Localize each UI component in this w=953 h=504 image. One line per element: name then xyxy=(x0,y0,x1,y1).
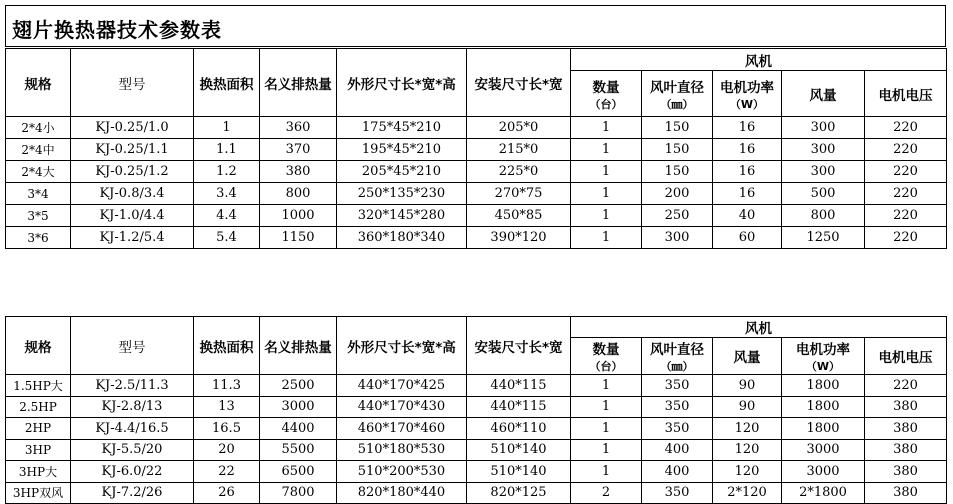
cell-air: 2*120 xyxy=(713,482,782,504)
cell-volt: 380 xyxy=(865,439,947,461)
cell-spec: 3HP双风 xyxy=(6,482,71,504)
cell-model: KJ-4.4/16.5 xyxy=(71,418,194,440)
header-model: 型号 xyxy=(71,49,194,117)
cell-power: 60 xyxy=(713,227,782,249)
header-qty-label: 数量 xyxy=(592,342,620,358)
cell-spec: 3*6 xyxy=(6,227,71,249)
cell-model: KJ-5.5/20 xyxy=(71,439,194,461)
cell-model: KJ-0.25/1.1 xyxy=(71,139,194,161)
header-air: 风量 xyxy=(713,338,782,375)
header-area: 换热面积 xyxy=(194,317,260,375)
cell-model: KJ-7.2/26 xyxy=(71,482,194,504)
table-row xyxy=(6,396,947,418)
cell-install: 390*120 xyxy=(467,227,571,249)
cell-dia: 350 xyxy=(642,396,713,418)
cell-area: 4.4 xyxy=(194,205,260,227)
header-dia-unit: （㎜） xyxy=(660,97,694,111)
cell-install: 510*140 xyxy=(467,439,571,461)
cell-outer: 175*45*210 xyxy=(337,117,467,139)
cell-volt: 220 xyxy=(865,227,947,249)
cell-heat: 5500 xyxy=(260,439,337,461)
cell-heat: 800 xyxy=(260,183,337,205)
cell-volt: 380 xyxy=(865,396,947,418)
cell-spec: 2.5HP xyxy=(6,396,71,418)
cell-volt: 220 xyxy=(865,183,947,205)
cell-outer: 195*45*210 xyxy=(337,139,467,161)
cell-heat: 4400 xyxy=(260,418,337,440)
header-qty xyxy=(571,71,642,117)
cell-power: 16 xyxy=(713,139,782,161)
cell-spec: 1.5HP大 xyxy=(6,375,71,397)
cell-volt: 380 xyxy=(865,482,947,504)
cell-area: 11.3 xyxy=(194,375,260,397)
cell-spec: 2*4大 xyxy=(6,161,71,183)
cell-qty: 1 xyxy=(571,161,642,183)
cell-dia: 350 xyxy=(642,482,713,504)
cell-area: 1 xyxy=(194,117,260,139)
cell-air: 800 xyxy=(782,205,865,227)
cell-air: 90 xyxy=(713,396,782,418)
table-row xyxy=(6,461,947,483)
cell-dia: 150 xyxy=(642,139,713,161)
cell-air: 300 xyxy=(782,117,865,139)
cell-volt: 220 xyxy=(865,205,947,227)
cell-dia: 300 xyxy=(642,227,713,249)
cell-air: 300 xyxy=(782,139,865,161)
table-1-body xyxy=(6,117,947,249)
header-install-size: 安装尺寸长*宽 xyxy=(467,49,571,117)
cell-heat: 360 xyxy=(260,117,337,139)
cell-model: KJ-0.25/1.2 xyxy=(71,161,194,183)
cell-area: 1.1 xyxy=(194,139,260,161)
cell-dia: 250 xyxy=(642,205,713,227)
cell-area: 13 xyxy=(194,396,260,418)
header-spec: 规格 xyxy=(6,49,71,117)
cell-model: KJ-1.2/5.4 xyxy=(71,227,194,249)
header-fan-group: 风机 xyxy=(571,317,947,338)
table-row xyxy=(6,205,947,227)
cell-dia: 350 xyxy=(642,418,713,440)
cell-heat: 370 xyxy=(260,139,337,161)
cell-install: 460*110 xyxy=(467,418,571,440)
cell-dia: 350 xyxy=(642,375,713,397)
cell-power: 1800 xyxy=(782,396,865,418)
table-row xyxy=(6,375,947,397)
cell-spec: 2*4小 xyxy=(6,117,71,139)
header-heat: 名义排热量 xyxy=(260,317,337,375)
table-row xyxy=(6,439,947,461)
table-row xyxy=(6,418,947,440)
cell-air: 300 xyxy=(782,161,865,183)
cell-qty: 1 xyxy=(571,461,642,483)
cell-outer: 440*170*430 xyxy=(337,396,467,418)
cell-heat: 1000 xyxy=(260,205,337,227)
cell-volt: 220 xyxy=(865,161,947,183)
cell-power: 3000 xyxy=(782,461,865,483)
cell-dia: 150 xyxy=(642,117,713,139)
header-heat: 名义排热量 xyxy=(260,49,337,117)
header-qty-label: 数量 xyxy=(592,79,620,96)
cell-spec: 2HP xyxy=(6,418,71,440)
cell-volt: 220 xyxy=(865,139,947,161)
cell-qty: 1 xyxy=(571,439,642,461)
header-spec: 规格 xyxy=(6,317,71,375)
cell-air: 120 xyxy=(713,461,782,483)
cell-spec: 3*5 xyxy=(6,205,71,227)
cell-volt: 220 xyxy=(865,117,947,139)
cell-dia: 400 xyxy=(642,461,713,483)
header-dia xyxy=(642,338,713,375)
header-dia-label: 风叶直径 xyxy=(650,342,704,358)
cell-model: KJ-0.25/1.0 xyxy=(71,117,194,139)
table-row xyxy=(6,482,947,504)
cell-heat: 7800 xyxy=(260,482,337,504)
cell-dia: 200 xyxy=(642,183,713,205)
cell-qty: 1 xyxy=(571,418,642,440)
header-volt: 电机电压 xyxy=(865,338,947,375)
header-volt: 电机电压 xyxy=(865,71,947,117)
table-row xyxy=(6,161,947,183)
cell-heat: 3000 xyxy=(260,396,337,418)
header-air: 风量 xyxy=(782,71,865,117)
table-row xyxy=(6,139,947,161)
cell-qty: 1 xyxy=(571,375,642,397)
cell-outer: 360*180*340 xyxy=(337,227,467,249)
cell-power: 1800 xyxy=(782,418,865,440)
header-outer-size: 外形尺寸长*宽*高 xyxy=(337,317,467,375)
cell-power: 16 xyxy=(713,161,782,183)
cell-power: 16 xyxy=(713,183,782,205)
cell-area: 5.4 xyxy=(194,227,260,249)
cell-model: KJ-0.8/3.4 xyxy=(71,183,194,205)
table-row xyxy=(6,227,947,249)
cell-power: 1800 xyxy=(782,375,865,397)
cell-install: 440*115 xyxy=(467,396,571,418)
spec-table-1 xyxy=(5,48,947,249)
cell-qty: 2 xyxy=(571,482,642,504)
cell-qty: 1 xyxy=(571,227,642,249)
cell-model: KJ-6.0/22 xyxy=(71,461,194,483)
header-fan-group: 风机 xyxy=(571,49,947,71)
cell-install: 450*85 xyxy=(467,205,571,227)
header-dia-unit: （㎜） xyxy=(660,360,694,373)
cell-outer: 320*145*280 xyxy=(337,205,467,227)
cell-air: 120 xyxy=(713,418,782,440)
cell-air: 120 xyxy=(713,439,782,461)
cell-heat: 2500 xyxy=(260,375,337,397)
cell-outer: 205*45*210 xyxy=(337,161,467,183)
cell-spec: 3HP xyxy=(6,439,71,461)
header-qty xyxy=(571,338,642,375)
header-power-unit: （W） xyxy=(729,97,765,111)
cell-spec: 2*4中 xyxy=(6,139,71,161)
cell-area: 26 xyxy=(194,482,260,504)
header-power-label: 电机功率 xyxy=(720,79,774,96)
cell-power: 16 xyxy=(713,117,782,139)
header-area: 换热面积 xyxy=(194,49,260,117)
cell-qty: 1 xyxy=(571,183,642,205)
header-qty-unit: （台） xyxy=(589,360,623,373)
cell-dia: 400 xyxy=(642,439,713,461)
table-row xyxy=(6,117,947,139)
cell-install: 215*0 xyxy=(467,139,571,161)
cell-spec: 3HP大 xyxy=(6,461,71,483)
cell-outer: 820*180*440 xyxy=(337,482,467,504)
cell-power: 3000 xyxy=(782,439,865,461)
cell-outer: 460*170*460 xyxy=(337,418,467,440)
table-2-body xyxy=(6,375,947,504)
cell-spec: 3*4 xyxy=(6,183,71,205)
cell-area: 20 xyxy=(194,439,260,461)
header-power xyxy=(782,338,865,375)
cell-model: KJ-1.0/4.4 xyxy=(71,205,194,227)
header-dia-label: 风叶直径 xyxy=(650,79,704,96)
cell-dia: 150 xyxy=(642,161,713,183)
cell-qty: 1 xyxy=(571,205,642,227)
cell-power: 2*1800 xyxy=(782,482,865,504)
cell-install: 270*75 xyxy=(467,183,571,205)
cell-model: KJ-2.5/11.3 xyxy=(71,375,194,397)
cell-heat: 6500 xyxy=(260,461,337,483)
header-power-unit: （W） xyxy=(805,360,841,373)
cell-volt: 380 xyxy=(865,418,947,440)
cell-area: 22 xyxy=(194,461,260,483)
cell-area: 3.4 xyxy=(194,183,260,205)
cell-outer: 440*170*425 xyxy=(337,375,467,397)
page-title: 翅片换热器技术参数表 xyxy=(12,18,222,42)
header-power xyxy=(713,71,782,117)
cell-install: 205*0 xyxy=(467,117,571,139)
header-outer-size: 外形尺寸长*宽*高 xyxy=(337,49,467,117)
cell-qty: 1 xyxy=(571,396,642,418)
cell-outer: 250*135*230 xyxy=(337,183,467,205)
cell-qty: 1 xyxy=(571,117,642,139)
cell-install: 440*115 xyxy=(467,375,571,397)
header-dia xyxy=(642,71,713,117)
spec-table-2 xyxy=(5,316,947,504)
cell-heat: 380 xyxy=(260,161,337,183)
cell-heat: 1150 xyxy=(260,227,337,249)
title-box xyxy=(5,5,946,47)
cell-install: 820*125 xyxy=(467,482,571,504)
cell-install: 225*0 xyxy=(467,161,571,183)
cell-model: KJ-2.8/13 xyxy=(71,396,194,418)
cell-outer: 510*180*530 xyxy=(337,439,467,461)
cell-power: 40 xyxy=(713,205,782,227)
header-qty-unit: （台） xyxy=(589,97,623,111)
cell-volt: 380 xyxy=(865,461,947,483)
cell-air: 1250 xyxy=(782,227,865,249)
table-row xyxy=(6,183,947,205)
cell-area: 1.2 xyxy=(194,161,260,183)
cell-air: 500 xyxy=(782,183,865,205)
cell-air: 90 xyxy=(713,375,782,397)
cell-area: 16.5 xyxy=(194,418,260,440)
header-install-size: 安装尺寸长*宽 xyxy=(467,317,571,375)
header-power-label: 电机功率 xyxy=(796,342,850,358)
cell-outer: 510*200*530 xyxy=(337,461,467,483)
cell-qty: 1 xyxy=(571,139,642,161)
cell-volt: 220 xyxy=(865,375,947,397)
cell-install: 510*140 xyxy=(467,461,571,483)
header-model: 型号 xyxy=(71,317,194,375)
